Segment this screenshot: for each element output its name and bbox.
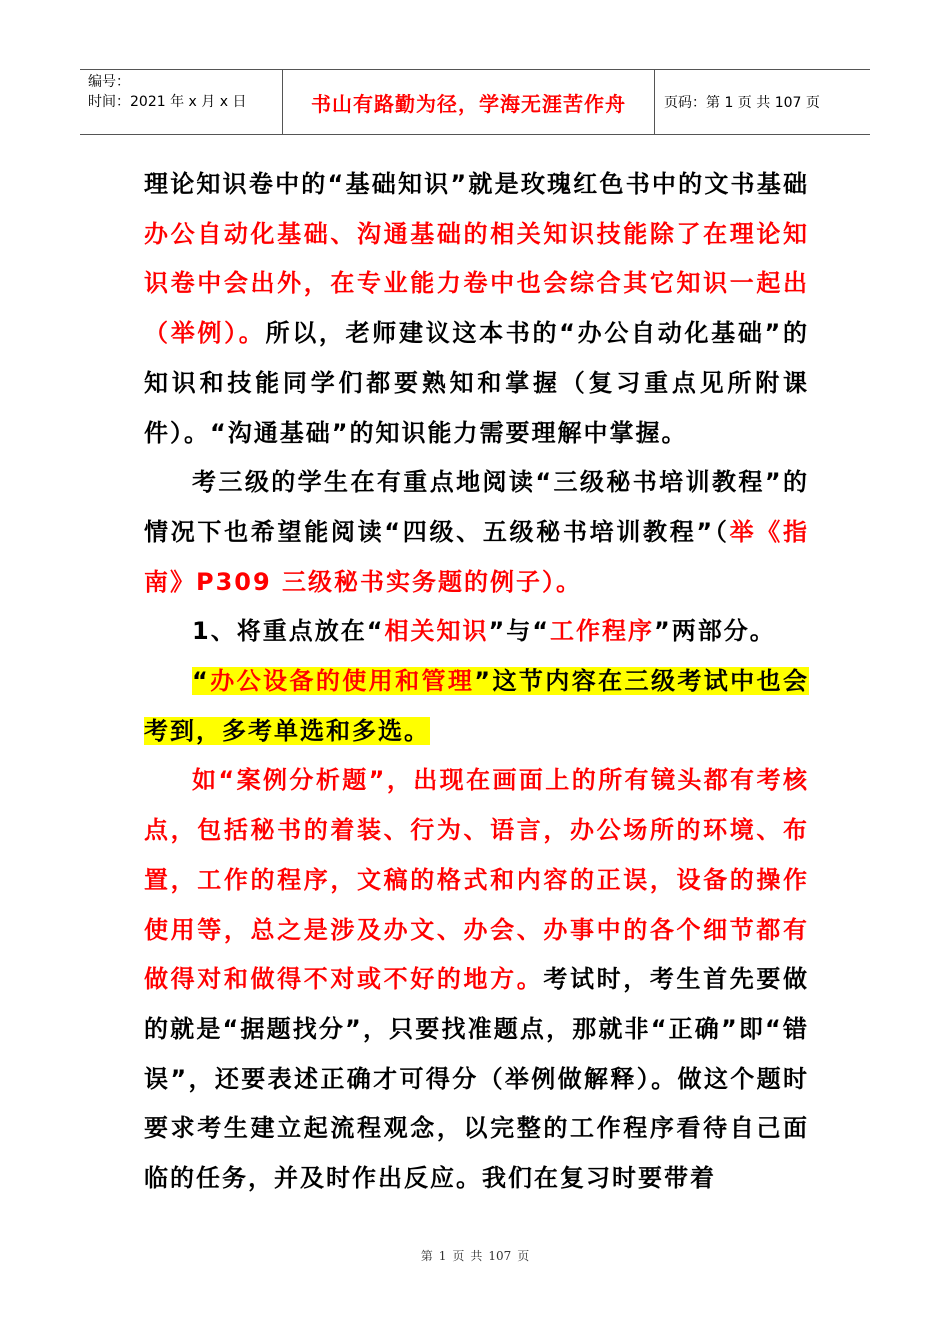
footer-di: 第	[420, 1249, 433, 1263]
paragraph-1-text-red: 办公自动化基础、沟通基础的相关知识技能除了在理论知识卷中会出外，在专业能力卷中也会综合其它知识一起出（举例）。	[144, 219, 809, 348]
paragraph-3	[144, 607, 809, 657]
paragraph-2-text-red: 举《指南》P309 三级秘书实务题的例子）。	[144, 517, 810, 596]
paragraph-1	[144, 160, 809, 458]
paragraph-4-text-a: “	[192, 667, 210, 696]
page-header	[80, 69, 870, 135]
paragraph-4-text-c: ”这节内容在三级考试中也会考到，多考单选和多选。	[144, 667, 809, 745]
header-motto: 书山有路勤为径，学海无涯苦作舟	[311, 91, 626, 116]
paragraph-5	[144, 756, 809, 1203]
document-number-label: 编号：	[88, 74, 130, 90]
page-footer	[0, 1247, 950, 1264]
footer-ye2: 页	[517, 1249, 530, 1263]
paragraph-3-text-a: 1、将重点放在“	[192, 617, 385, 646]
footer-gong: 共	[470, 1249, 483, 1263]
paragraph-3-related-knowledge: 相关知识	[384, 617, 489, 646]
paragraph-2	[144, 458, 809, 607]
document-body	[144, 160, 809, 1204]
header-motto-cell	[282, 70, 655, 134]
paragraph-3-work-procedure: 工作程序	[550, 617, 655, 646]
header-page-cell	[655, 70, 870, 134]
paragraph-4-text-red: 办公设备的使用和管理	[209, 667, 475, 696]
document-date-label: 时间：2021 年 x 月 x 日	[88, 94, 247, 110]
header-meta	[80, 70, 282, 134]
footer-page-number: 1	[438, 1249, 447, 1263]
paragraph-3-text-e: ”两部分。	[654, 617, 776, 646]
paragraph-5-text-b: 考试时，考生首先要做的就是“据题找分”，只要找准题点，那就非“正确”即“错误”，还要表述正确才可得分（举例做解释）。做这个题时要求考生建立起流程观念，以完整的工作程序看待自己面临的任务，并及时作出反应。我们在复习时要带着	[144, 965, 809, 1193]
paragraph-1-text-c: 所以，老师建议这本书的“办公自动化基础”的知识和技能同学们都要熟知和掌握（复习重点见所附课件）。“沟通基础”的知识能力需要理解中掌握。	[144, 319, 810, 447]
header-page-number: 页码：第 1 页 共 107 页	[664, 95, 820, 111]
footer-ye: 页	[452, 1249, 465, 1263]
footer-total-pages: 107	[488, 1249, 512, 1263]
paragraph-2-text-a: 考三级的学生在有重点地阅读“三级秘书培训教程”的情况下也希望能阅读“四级、五级秘书培训教程”（	[144, 468, 809, 546]
paragraph-1-text-a: 理论知识卷中的“基础知识”就是玫瑰红色书中的文书基础	[144, 170, 809, 198]
paragraph-4-highlighted	[144, 657, 809, 756]
paragraph-3-text-c: ”与“	[488, 617, 551, 646]
paragraph-5-text-red: 如“案例分析题”，出现在画面上的所有镜头都有考核点，包括秘书的着装、行为、语言，办公场所的环境、布置，工作的程序，文稿的格式和内容的正误，设备的操作使用等，总之是涉及办文、办会、办事中的各个细节都有做得对和做得不对或不好的地方。	[144, 766, 809, 994]
